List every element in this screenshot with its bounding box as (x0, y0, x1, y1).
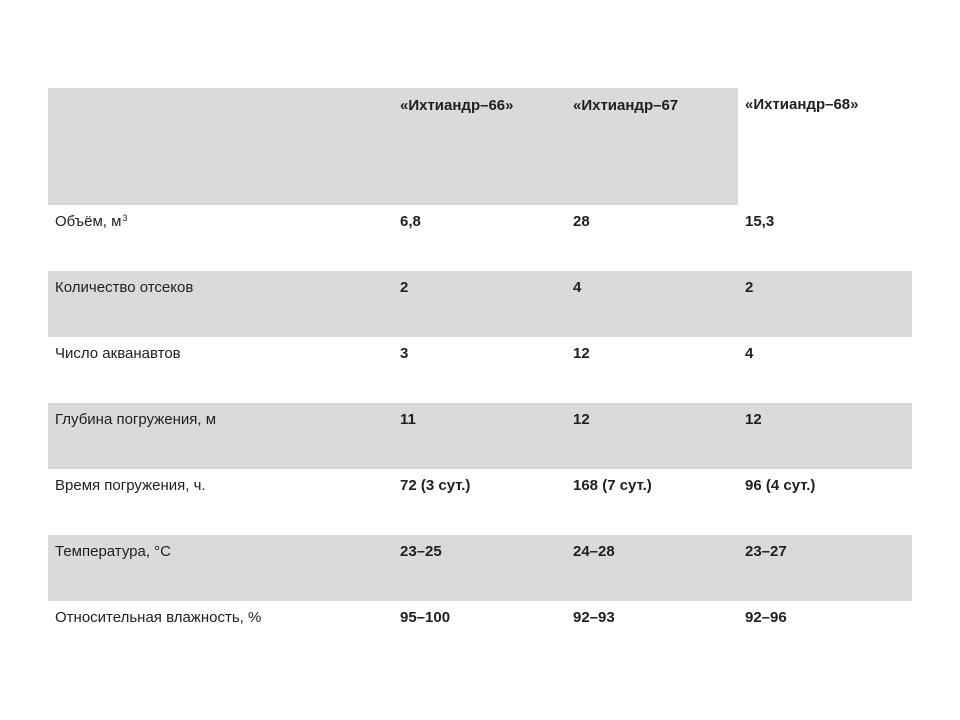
table-cell: 6,8 (400, 213, 421, 230)
row-label-aquanauts: Число акванавтов (55, 345, 181, 362)
row-label-depth: Глубина погружения, м (55, 411, 217, 428)
table-cell: 24–28 (573, 543, 615, 560)
table-row-temperature (48, 535, 912, 601)
table-header-row (48, 88, 912, 205)
table-row-humidity (48, 601, 912, 667)
table-cell: 72 (3 сут.) (400, 477, 471, 494)
table-row-duration (48, 469, 912, 535)
table-cell: 92–96 (745, 609, 787, 626)
table-cell: 28 (573, 213, 590, 230)
table-cell: 92–93 (573, 609, 615, 626)
header-cell-ichthyander-68: «Ихтиандр–68» (738, 88, 912, 205)
table-cell: 4 (573, 279, 582, 296)
row-label-temperature: Температура, °С (55, 543, 172, 560)
table-cell: 2 (400, 279, 409, 296)
table-cell: 96 (4 сут.) (745, 477, 816, 494)
header-cell-empty (48, 88, 393, 205)
table-cell: 168 (7 сут.) (573, 477, 652, 494)
row-label-humidity: Относительная влажность, % (55, 609, 262, 626)
comparison-table (48, 88, 912, 667)
row-label-text: Объём, м (55, 213, 122, 230)
table-row-compartments (48, 271, 912, 337)
table-cell: 4 (745, 345, 754, 362)
table-cell: 95–100 (400, 609, 451, 626)
header-cell-ichthyander-67: «Ихтиандр–67 (566, 88, 738, 205)
table-row-volume (48, 205, 912, 271)
table-cell: 2 (745, 279, 754, 296)
row-label-volume (48, 205, 393, 271)
table-cell: 12 (573, 345, 590, 362)
table-row-depth (48, 403, 912, 469)
table-cell: 12 (573, 411, 590, 428)
table-cell: 15,3 (745, 213, 775, 230)
table-cell: 12 (745, 411, 762, 428)
table-cell: 23–25 (400, 543, 442, 560)
header-cell-ichthyander-66: «Ихтиандр–66» (393, 88, 566, 205)
table-row-aquanauts (48, 337, 912, 403)
table-cell: 3 (400, 345, 409, 362)
row-label-duration: Время погружения, ч. (55, 477, 206, 494)
superscript-unit: 3 (122, 213, 128, 223)
row-label-compartments: Количество отсеков (55, 279, 194, 296)
table-cell: 11 (400, 411, 416, 428)
table-cell: 23–27 (745, 543, 787, 560)
